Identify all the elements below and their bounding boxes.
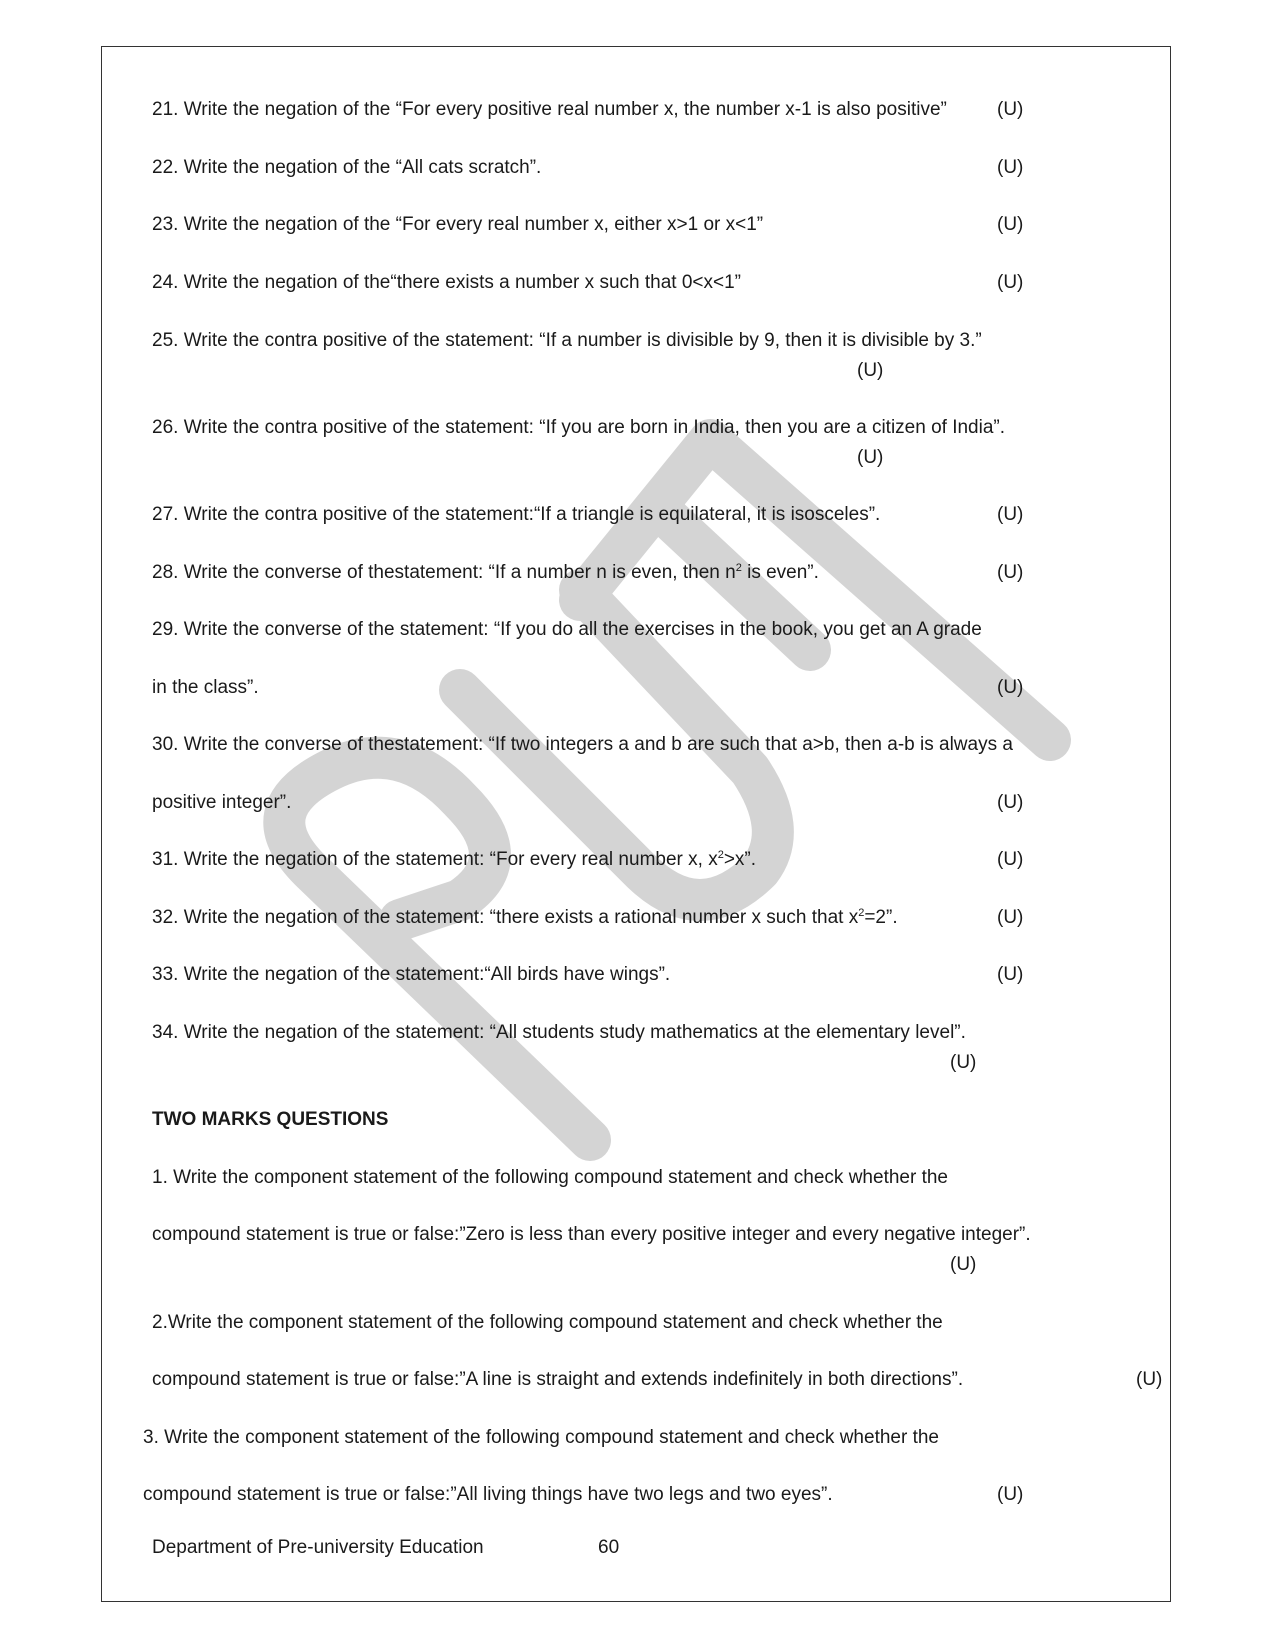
section-heading: TWO MARKS QUESTIONS — [152, 1109, 389, 1130]
question-32-tag: (U) — [997, 907, 1024, 928]
question-26: 26. Write the contra positive of the statement: “If you are born in India, then you are a citizen of India”. — [152, 417, 1006, 438]
question-33: 33. Write the negation of the statement:“All birds have wings”. — [152, 964, 671, 985]
two-mark-question-2-line1: 2.Write the component statement of the following compound statement and check whether the — [152, 1312, 943, 1333]
two-mark-question-1-line1: 1. Write the component statement of the following compound statement and check whether the — [152, 1167, 948, 1188]
question-32-text-after: =2”. — [864, 907, 898, 928]
question-30-tag: (U) — [997, 792, 1024, 813]
question-32 — [152, 906, 898, 930]
question-22-tag: (U) — [997, 157, 1024, 178]
two-mark-question-1-tag: (U) — [950, 1254, 977, 1275]
question-33-tag: (U) — [997, 964, 1024, 985]
question-24-tag: (U) — [997, 272, 1024, 293]
question-23-tag: (U) — [997, 214, 1024, 235]
question-30-continuation: positive integer”. — [152, 792, 292, 813]
question-31-tag: (U) — [997, 849, 1024, 870]
question-27-tag: (U) — [997, 504, 1024, 525]
question-28 — [152, 561, 819, 585]
question-29-continuation: in the class”. — [152, 677, 259, 698]
question-22: 22. Write the negation of the “All cats scratch”. — [152, 157, 542, 178]
question-34: 34. Write the negation of the statement: “All students study mathematics at the elementary level”. — [152, 1022, 966, 1043]
question-31-text-after: >x”. — [723, 849, 757, 870]
question-28-tag: (U) — [997, 562, 1024, 583]
question-21-tag: (U) — [997, 99, 1024, 120]
question-31 — [152, 848, 756, 872]
two-mark-question-1-line2: compound statement is true or false:”Zero is less than every positive integer and every negative integer”. — [152, 1224, 1031, 1245]
footer-page-number: 60 — [598, 1537, 620, 1558]
question-31-text-before: 31. Write the negation of the statement: “For every real number x, x — [152, 849, 718, 870]
question-28-superscript: 2 — [735, 562, 742, 574]
two-mark-question-2-line2: compound statement is true or false:”A line is straight and extends indefinitely in both directions”. — [152, 1369, 964, 1390]
question-30: 30. Write the converse of thestatement: “If two integers a and b are such that a>b, then a-b is always a — [152, 734, 1013, 755]
question-25-tag: (U) — [857, 360, 884, 381]
question-28-text-before: 28. Write the converse of thestatement: “If a number n is even, then n — [152, 562, 736, 583]
question-23: 23. Write the negation of the “For every real number x, either x>1 or x<1” — [152, 214, 764, 235]
question-25: 25. Write the contra positive of the statement: “If a number is divisible by 9, then it is divisible by 3.” — [152, 330, 982, 351]
two-mark-question-2-tag: (U) — [1136, 1369, 1163, 1390]
question-31-superscript: 2 — [717, 849, 724, 861]
question-34-tag: (U) — [950, 1052, 977, 1073]
two-mark-question-3-tag: (U) — [997, 1484, 1024, 1505]
two-mark-question-3-line2: compound statement is true or false:”All living things have two legs and two eyes”. — [143, 1484, 833, 1505]
question-27: 27. Write the contra positive of the statement:“If a triangle is equilateral, it is isosceles”. — [152, 504, 881, 525]
question-32-text-before: 32. Write the negation of the statement: “there exists a rational number x such that x — [152, 907, 859, 928]
question-29: 29. Write the converse of the statement: “If you do all the exercises in the book, you get an A grade — [152, 619, 982, 640]
footer-department: Department of Pre-university Education — [152, 1537, 484, 1558]
question-21: 21. Write the negation of the “For every positive real number x, the number x-1 is also positive” — [152, 99, 947, 120]
question-24: 24. Write the negation of the“there exists a number x such that 0<x<1” — [152, 272, 741, 293]
two-mark-question-3-line1: 3. Write the component statement of the following compound statement and check whether the — [143, 1427, 939, 1448]
question-28-text-after: is even”. — [741, 562, 819, 583]
question-29-tag: (U) — [997, 677, 1024, 698]
question-26-tag: (U) — [857, 447, 884, 468]
question-32-superscript: 2 — [858, 907, 865, 919]
